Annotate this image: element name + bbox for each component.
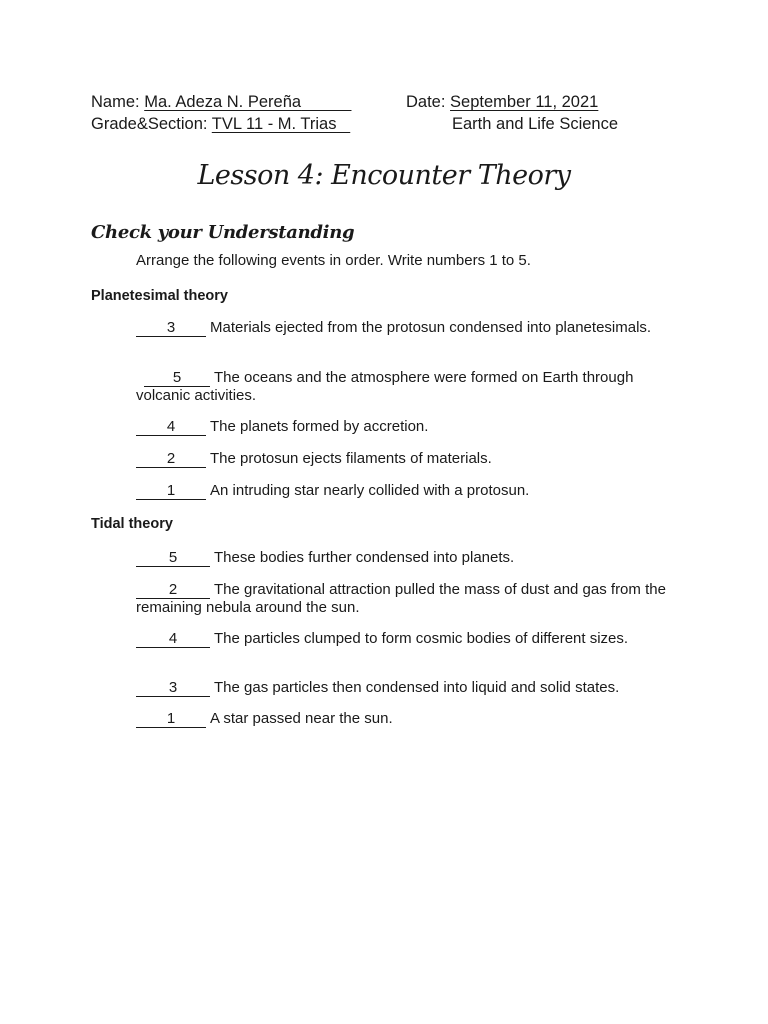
answer-blank[interactable]: 1	[136, 711, 206, 728]
answer-blank[interactable]: 2	[136, 451, 206, 468]
date-value: September 11, 2021	[450, 93, 599, 111]
event-text: The protosun ejects filaments of materials.	[210, 450, 492, 467]
tidal-heading: Tidal theory	[91, 516, 173, 532]
answer-blank[interactable]: 4	[136, 419, 206, 436]
grade-underline-pad	[336, 115, 350, 133]
tidal-item	[136, 549, 681, 567]
date-line	[406, 92, 598, 112]
name-label: Name:	[91, 93, 140, 111]
answer-blank[interactable]: 3	[136, 320, 206, 337]
planetesimal-item	[136, 450, 681, 468]
event-text: A star passed near the sun.	[210, 710, 393, 727]
planetesimal-heading: Planetesimal theory	[91, 288, 228, 304]
instructions: Arrange the following events in order. Write numbers 1 to 5.	[136, 252, 531, 269]
planetesimal-item	[136, 319, 681, 337]
answer-blank[interactable]: 3	[136, 680, 210, 697]
answer-blank[interactable]: 4	[136, 631, 210, 648]
tidal-item	[136, 710, 681, 728]
name-underline-pad	[301, 93, 351, 111]
planetesimal-item	[136, 482, 681, 500]
grade-line	[91, 114, 350, 134]
section-subtitle: Check your Understanding	[91, 222, 355, 243]
tidal-item	[136, 581, 681, 617]
subject-text: Earth and Life Science	[452, 115, 619, 133]
planetesimal-item	[136, 418, 681, 436]
event-text: The oceans and the atmosphere were formed on Earth through volcanic activities.	[136, 369, 634, 404]
event-text: An intruding star nearly collided with a protosun.	[210, 482, 530, 499]
date-label: Date:	[406, 93, 446, 111]
answer-blank[interactable]: 5	[136, 550, 210, 567]
event-text: Materials ejected from the protosun condensed into planetesimals.	[210, 319, 652, 336]
answer-blank[interactable]: 2	[136, 582, 210, 599]
name-line	[91, 92, 351, 112]
tidal-item	[136, 679, 681, 697]
planetesimal-item	[136, 369, 681, 405]
grade-value: TVL 11 - M. Trias	[211, 115, 337, 133]
tidal-item	[136, 630, 681, 648]
lesson-title: Lesson 4: Encounter Theory	[197, 160, 571, 191]
event-text: The gas particles then condensed into liquid and solid states.	[214, 679, 620, 696]
answer-blank[interactable]: 5	[144, 370, 210, 387]
event-text: These bodies further condensed into planets.	[214, 549, 515, 566]
event-text: The particles clumped to form cosmic bodies of different sizes.	[214, 630, 629, 647]
answer-blank[interactable]: 1	[136, 483, 206, 500]
event-text: The planets formed by accretion.	[210, 418, 429, 435]
name-value: Ma. Adeza N. Pereña	[144, 93, 302, 111]
grade-label: Grade&Section:	[91, 115, 208, 133]
event-text: The gravitational attraction pulled the mass of dust and gas from the remaining nebula around the sun.	[136, 581, 666, 616]
